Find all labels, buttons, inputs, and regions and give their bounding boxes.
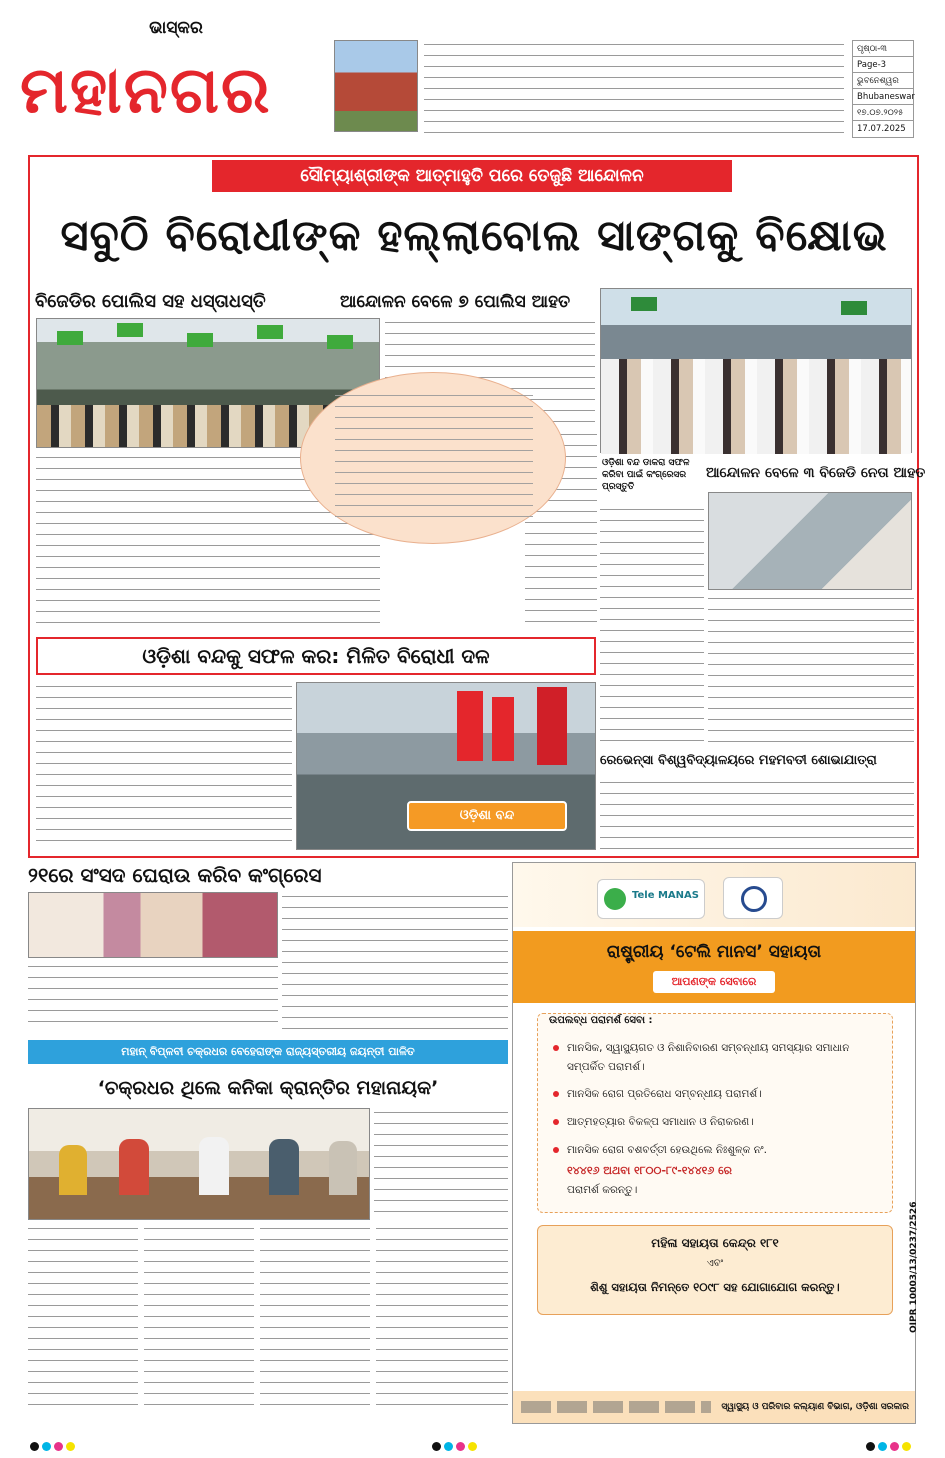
- odisha-emblem-icon: [723, 877, 783, 919]
- ad-services-heading: ଉପଲବ୍ଧ ପରାମର୍ଶ ସେବା :: [549, 1015, 653, 1026]
- city-odia: ଭୁବନେଶ୍ୱର: [853, 73, 913, 89]
- story-chakradhara-col2: [144, 1224, 254, 1414]
- ad-service-item-4: [553, 1141, 887, 1207]
- story-ravenshaw-title: ରେଭେନ୍ସା ବିଶ୍ୱବିଦ୍ୟାଳୟରେ ମହମବତୀ ଶୋଭାଯାତ୍ରା: [600, 753, 877, 768]
- congress-caption: ଓଡ଼ିଶା ବନ୍ଦ ଡାକରା ସଫଳ କରିବା ପାଇଁ କଂଗ୍ରେସର ପ୍ରସ୍ତୁତି: [602, 458, 690, 492]
- ad-service-item-1-text: ମାନସିକ, ସ୍ୱାସ୍ଥ୍ୟଗତ ଓ ନିଶାନିବାରଣ ସମ୍ବନ୍ଧୀୟ ସମସ୍ୟାର ସମାଧାନ ସମ୍ପର୍କିତ ପରାମର୍ଶ।: [567, 1042, 850, 1073]
- lead-kicker: ସୌମ୍ୟାଶ୍ରୀଙ୍କ ଆତ୍ମାହୁତି ପରେ ତେଜୁଛି ଆନ୍ଦୋଳନ: [212, 160, 732, 192]
- tele-manas-logo-text: Tele MANAS: [632, 890, 699, 901]
- story-chakradhara-title: ‘ଚକ୍ରଧର ଥିଲେ କନିକା କ୍ରାନ୍ତିର ମହାନାୟକ’: [97, 1077, 439, 1099]
- ad-header-band: [513, 863, 915, 927]
- pullout-quote: [300, 372, 566, 544]
- masthead-photo: [334, 40, 418, 132]
- date: 17.07.2025: [857, 124, 906, 134]
- registration-marks-right: [866, 1436, 914, 1455]
- story-bjd-leaders-injured-title: ଆନ୍ଦୋଳନ ବେଳେ ୩ ବିଜେଡି ନେତା ଆହତ: [706, 465, 926, 481]
- story-parliament-gherao-text2: [28, 962, 278, 1030]
- story-bjd-leaders-injured-text: [708, 594, 914, 744]
- ad-footer-links: [521, 1401, 711, 1413]
- story-police-injured-title: ଆନ୍ଦୋଳନ ବେଳେ ୭ ପୋଲିସ ଆହତ: [340, 292, 571, 312]
- story-bjd-scuffle-title: ବିଜେଡିର ପୋଲିସ ସହ ଧସ୍ତାଧସ୍ତି: [35, 291, 266, 312]
- ad-service-item-1: [553, 1039, 883, 1079]
- bullet-icon: [553, 1091, 559, 1097]
- bullet-icon: [553, 1147, 559, 1153]
- ad-child-helpline: ଶିଶୁ ସହାୟତା ନିମନ୍ତେ ୧୦୯୮ ସହ ଯୋଗାଯୋଗ କରନ୍ତୁ।: [590, 1280, 840, 1294]
- congress-press-photo: [28, 892, 278, 958]
- congress-prep-text: [600, 505, 704, 745]
- date-odia: ୧୭.୦୭.୨୦୨୫: [853, 105, 913, 121]
- masthead: [20, 18, 328, 148]
- injured-leader-photo: [708, 492, 912, 590]
- chakradhara-event-photo: [28, 1108, 370, 1220]
- ad-and: ଏବଂ: [706, 1258, 724, 1269]
- ad-helpline-numbers: ୧୪୪୧୬ ଅଥବା ୧୮୦୦-୮୯-୧୪୪୧୬ ରେ: [567, 1164, 732, 1177]
- city: Bhubaneswar: [853, 89, 913, 105]
- ad-service-item-3-text: ଆତ୍ମହତ୍ୟାର ବିକଳ୍ପ ସମାଧାନ ଓ ନିରାକରଣ।: [567, 1116, 754, 1128]
- congress-rally-photo: [600, 288, 912, 453]
- story-chakradhara-col1: [28, 1224, 138, 1414]
- ad-service-item-3: [553, 1113, 883, 1135]
- masthead-lead-text: [424, 40, 844, 138]
- bullet-icon: [553, 1119, 559, 1125]
- ad-women-helpline: ମହିଳା ସହାୟତା କେନ୍ଦ୍ର ୧୮୧: [651, 1236, 779, 1250]
- tele-manas-ad: Tele MANAS ରାଷ୍ଟ୍ରୀୟ ‘ଟେଲି ମାନସ’ ସହାୟତା ଆପଣଙ୍କ ସେବାରେ ଉପଲବ୍ଧ ପରାମର୍ଶ ସେବା : ମାନସିକ, ସ୍ୱାସ୍ଥ୍ୟଗତ ଓ ନିଶାନିବାରଣ ସମ୍ବନ୍ଧୀୟ ସମସ୍ୟାର ସମାଧାନ ସମ୍ପର୍କିତ ପରାମର୍ଶ। ମାନସିକ ରୋଗ ପ୍ରତିରୋଧ ସମ୍ବନ୍ଧୀୟ ପରାମର୍ଶ। ଆତ୍ମହତ୍ୟାର ବିକଳ୍ପ ସମାଧାନ ଓ ନିରାକରଣ। ମାନସିକ ରୋଗ ବଶବର୍ତ୍ତୀ ହେଉଥିଲେ ନିଃଶୁଳ୍କ ନଂ. ୧୪୪୧୬ ଅଥବା ୧୮୦୦-୮୯-୧୪୪୧୬ ରେ ପରାମର୍ଶ କରନ୍ତୁ। ମହିଳା ସହାୟତା କେନ୍ଦ୍ର ୧୮୧ ଏବଂ ଶିଶୁ ସହାୟତା ନିମନ୍ତେ ୧୦୯୮ ସହ ଯୋଗାଯୋଗ କରନ୍ତୁ। OIPR 10003/13/0237/2526 ସ୍ୱାସ୍ଥ୍ୟ ଓ ପରିବାର କଲ୍ୟାଣ ବିଭାଗ, ଓଡ଼ିଶା ସରକାର: [512, 862, 916, 1424]
- brand-small-logo: ଭାସ୍କର: [149, 18, 203, 38]
- story-odisha-bandh-title: ଓଡ଼ିଶା ବନ୍ଦକୁ ସଫଳ କର: ମିଳିତ ବିରୋଧୀ ଦଳ: [142, 644, 490, 668]
- story-odisha-bandh-text: [36, 682, 292, 850]
- page-info-box: [852, 40, 914, 138]
- story-parliament-gherao-text: [282, 892, 508, 1030]
- ad-helpline-tail: ପରାମର୍ଶ କରନ୍ତୁ।: [567, 1184, 638, 1196]
- story-chakradhara-col3: [260, 1224, 370, 1414]
- left-parties-photo: [296, 682, 596, 850]
- masthead-title: ମହାନଗର: [20, 54, 272, 128]
- page-number: Page-3: [853, 57, 913, 73]
- ad-service-item-2-text: ମାନସିକ ରୋଗ ପ୍ରତିରୋଧ ସମ୍ବନ୍ଧୀୟ ପରାମର୍ଶ।: [567, 1088, 762, 1100]
- ad-title: ରାଷ୍ଟ୍ରୀୟ ‘ଟେଲି ମାନସ’ ସହାୟତା: [606, 942, 822, 962]
- lead-headline: ସବୁଠି ବିରୋଧୀଙ୍କ ହଲ୍ଲାବୋଲ ସାଙ୍ଗକୁ ବିକ୍ଷୋଭ: [60, 211, 888, 261]
- bullet-icon: [553, 1045, 559, 1051]
- ad-subtitle: ଆପଣଙ୍କ ସେବାରେ: [653, 971, 775, 993]
- story-ravenshaw-text: [600, 778, 914, 852]
- story-parliament-gherao-title: ୨୧ରେ ସଂସଦ ଘେରାଉ କରିବ କଂଗ୍ରେସ: [28, 863, 322, 887]
- brain-icon: [604, 888, 626, 910]
- ad-service-item-4-text: ମାନସିକ ରୋଗ ବଶବର୍ତ୍ତୀ ହେଉଥିଲେ ନିଃଶୁଳ୍କ ନଂ.: [567, 1144, 767, 1156]
- tele-manas-logo: [597, 879, 705, 919]
- registration-marks-center: [432, 1436, 480, 1455]
- registration-marks-left: [30, 1436, 78, 1455]
- page-number-odia: ପୃଷ୍ଠା-୩: [853, 41, 913, 57]
- story-chakradhara-col4: [376, 1224, 508, 1414]
- ad-service-item-2: [553, 1085, 883, 1107]
- story-chakradhara-col-right: [374, 1108, 508, 1220]
- story-chakradhara-kicker: ମହାନ୍ ବିପ୍ଳବୀ ଚକ୍ରଧର ବେହେରାଙ୍କ ରାଜ୍ୟସ୍ତରୀୟ ଜୟନ୍ତୀ ପାଳିତ: [28, 1040, 508, 1064]
- ad-footer-dept: ସ୍ୱାସ୍ଥ୍ୟ ଓ ପରିବାର କଲ୍ୟାଣ ବିଭାଗ, ଓଡ଼ିଶା ସରକାର: [721, 1402, 909, 1412]
- protest-banner: ଓଡ଼ିଶା ବନ୍ଦ: [407, 801, 567, 831]
